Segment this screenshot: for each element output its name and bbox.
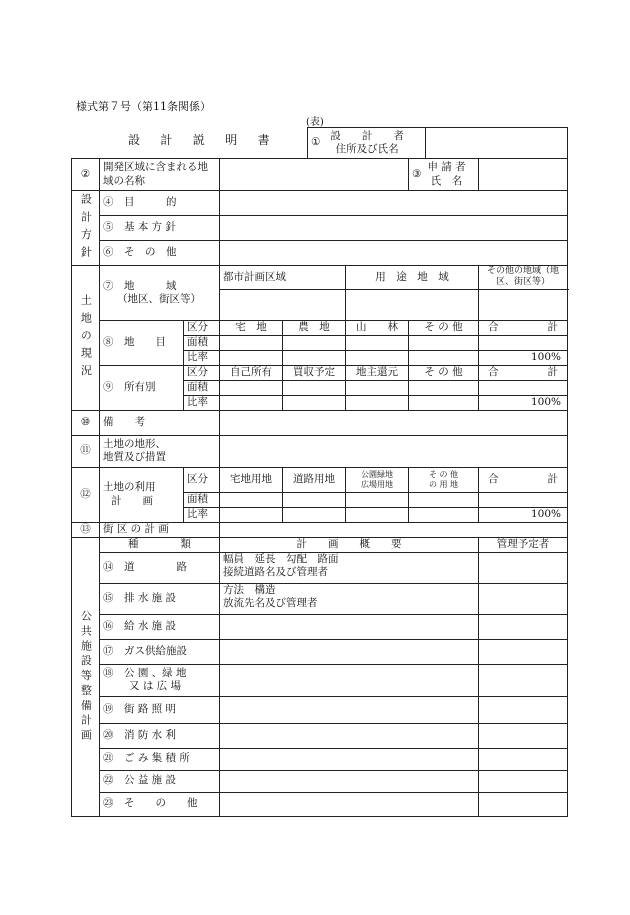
ownership-ratio-return[interactable] [346, 395, 409, 410]
block-plan-label: 街 区 の 計 画 [100, 522, 220, 537]
applicant-line1: 申 請 者 [427, 161, 466, 174]
purpose-value[interactable] [220, 191, 568, 216]
chimoku-area-takuchi[interactable] [220, 335, 283, 350]
ownership-row-ratio: 比率 [184, 395, 220, 410]
land-use-col-road: 道路用地 [283, 467, 346, 492]
chimoku-ratio-total: 100% [479, 350, 568, 365]
facility-drainage-manager[interactable] [479, 583, 568, 614]
terrain-label: 土地の地形、 地質及び措置 [100, 435, 220, 467]
facility-street-light: ⑲ 街 路 照 明 [100, 696, 220, 723]
facility-other-overview[interactable] [220, 792, 479, 816]
applicant-value[interactable] [479, 159, 568, 191]
facilities-header-kind: 種 類 [100, 537, 220, 552]
ownership-area-other[interactable] [409, 380, 479, 395]
remarks-value[interactable] [220, 410, 568, 435]
applicant-num: ③ [412, 167, 422, 180]
ownership-col-purchase: 買収予定 [283, 365, 346, 380]
land-use-area-other[interactable] [409, 492, 479, 507]
land-status-side: 土地の現況 [72, 266, 100, 411]
land-use-ratio-residential[interactable] [220, 507, 283, 522]
facility-water-supply-manager[interactable] [479, 614, 568, 639]
designer-value[interactable] [426, 128, 568, 159]
chimoku-col-nouchi: 農 地 [283, 320, 346, 335]
ownership-row-kubun: 区分 [184, 365, 220, 380]
applicant-label [409, 159, 479, 191]
zone-city-planning-value[interactable] [220, 289, 346, 320]
dev-area-label: 開発区域に含まれる地域の名称 [100, 159, 220, 191]
land-use-ratio-park[interactable] [346, 507, 409, 522]
policy-other-label: ⑥ そ の 他 [100, 241, 220, 266]
facilities-header-manager: 管理予定者 [479, 537, 568, 552]
facility-gas-manager[interactable] [479, 639, 568, 664]
block-plan-value[interactable] [220, 522, 568, 537]
ownership-area-total[interactable] [479, 380, 568, 395]
purpose-label: ④ 目 的 [100, 191, 220, 216]
chimoku-label: ⑧ 地 目 [100, 320, 184, 365]
facility-gas-overview[interactable] [220, 639, 479, 664]
land-use-ratio-road[interactable] [283, 507, 346, 522]
zone-other: その他の地域（地区、街区等） [479, 266, 568, 290]
chimoku-area-other[interactable] [409, 335, 479, 350]
ownership-ratio-self[interactable] [220, 395, 283, 410]
ownership-area-purchase[interactable] [283, 380, 346, 395]
applicant-line2: 氏 名 [430, 174, 463, 187]
basic-policy-label: ⑤ 基 本 方 針 [100, 216, 220, 241]
facility-garbage-overview[interactable] [220, 748, 479, 770]
block-plan-num: ⑬ [72, 522, 100, 537]
ownership-row-area: 面積 [184, 380, 220, 395]
land-use-area-road[interactable] [283, 492, 346, 507]
designer-num: ① [311, 136, 321, 149]
chimoku-row-kubun: 区分 [184, 320, 220, 335]
chimoku-area-total[interactable] [479, 335, 568, 350]
ownership-area-return[interactable] [346, 380, 409, 395]
chimoku-area-nouchi[interactable] [283, 335, 346, 350]
terrain-value[interactable] [220, 435, 568, 467]
land-use-col-residential: 宅地用地 [220, 467, 283, 492]
facility-other: ㉓ そ の 他 [100, 792, 220, 816]
facility-park: ⑱ 公 園 、緑 地 又 は 広 場 [100, 664, 220, 696]
ownership-col-total: 合 計 [479, 365, 568, 380]
land-use-col-other: そ の 他 の 用 地 [409, 467, 479, 492]
chimoku-col-sanrin: 山 林 [346, 320, 409, 335]
land-use-area-total[interactable] [479, 492, 568, 507]
chimoku-ratio-nouchi[interactable] [283, 350, 346, 365]
ownership-ratio-total: 100% [479, 395, 568, 410]
facilities-header-overview: 計 画 概 要 [220, 537, 479, 552]
ownership-col-return: 地主還元 [346, 365, 409, 380]
land-use-ratio-total: 100% [479, 507, 568, 522]
facility-drainage: ⑮ 排 水 施 設 [100, 583, 220, 614]
remarks-label: 備 考 [100, 410, 220, 435]
facility-water-supply-overview[interactable] [220, 614, 479, 639]
form-number: 様式第７号（第11条関係） [76, 100, 211, 113]
chimoku-ratio-sanrin[interactable] [346, 350, 409, 365]
land-use-num: ⑫ [72, 467, 100, 522]
facility-road-overview[interactable]: 幅員 延長 勾配 路面 接続道路名及び管理者 [220, 552, 479, 583]
remarks-num: ⑩ [72, 410, 100, 435]
designer-line1: 設 計 者 [330, 129, 404, 142]
facility-road: ⑭ 道 路 [100, 552, 220, 583]
zone-city-planning: 都市計画区域 [220, 266, 346, 290]
facility-street-light-manager[interactable] [479, 696, 568, 723]
policy-other-value[interactable] [220, 241, 568, 266]
design-policy-side: 設計方針 [72, 191, 100, 266]
facility-public-utility-overview[interactable] [220, 770, 479, 792]
document-title: 設 計 説 明 書 [128, 133, 274, 147]
facility-garbage: ㉑ ご み 集 積 所 [100, 748, 220, 770]
land-use-col-park: 公園緑地 広場用地 [346, 467, 409, 492]
land-use-row-area: 面積 [184, 492, 220, 507]
zone-use-district-value[interactable] [346, 289, 479, 320]
chimoku-col-takuchi: 宅 地 [220, 320, 283, 335]
facility-public-utility-manager[interactable] [479, 770, 568, 792]
terrain-num: ⑪ [72, 435, 100, 467]
land-use-col-total: 合 計 [479, 467, 568, 492]
ownership-ratio-purchase[interactable] [283, 395, 346, 410]
facility-drainage-overview[interactable]: 方法 構造 放流先名及び管理者 [220, 583, 479, 614]
design-form-table [71, 158, 568, 817]
chimoku-col-other: そ の 他 [409, 320, 479, 335]
facility-street-light-overview[interactable] [220, 696, 479, 723]
facility-garbage-manager[interactable] [479, 748, 568, 770]
ownership-col-self: 自己所有 [220, 365, 283, 380]
facility-fire-water-manager[interactable] [479, 723, 568, 748]
zone-other-value[interactable] [479, 289, 568, 320]
facility-fire-water-overview[interactable] [220, 723, 479, 748]
designer-label [308, 128, 426, 159]
facility-park-manager[interactable] [479, 664, 568, 696]
designer-line2: 住所及び氏名 [335, 143, 399, 155]
ownership-col-other: そ の 他 [409, 365, 479, 380]
chimoku-ratio-other[interactable] [409, 350, 479, 365]
basic-policy-value[interactable] [220, 216, 568, 241]
designer-box [307, 127, 568, 159]
zone-label: ⑦ 地 域 （地区、街区等） [100, 266, 220, 321]
dev-area-num: ② [72, 159, 100, 191]
dev-area-value[interactable] [220, 159, 409, 191]
zone-use-district: 用 途 地 域 [346, 266, 479, 290]
land-use-row-ratio: 比率 [184, 507, 220, 522]
facility-fire-water: ⑳ 消 防 水 利 [100, 723, 220, 748]
land-use-area-residential[interactable] [220, 492, 283, 507]
ownership-area-self[interactable] [220, 380, 283, 395]
facility-park-overview[interactable] [220, 664, 479, 696]
chimoku-area-sanrin[interactable] [346, 335, 409, 350]
land-use-area-park[interactable] [346, 492, 409, 507]
land-use-row-kubun: 区分 [184, 467, 220, 492]
ownership-label: ⑨ 所有別 [100, 365, 184, 410]
facility-road-manager[interactable] [479, 552, 568, 583]
facility-water-supply: ⑯ 給 水 施 設 [100, 614, 220, 639]
ownership-ratio-other[interactable] [409, 395, 479, 410]
facility-public-utility: ㉒ 公 益 施 設 [100, 770, 220, 792]
chimoku-row-area: 面積 [184, 335, 220, 350]
chimoku-row-ratio: 比率 [184, 350, 220, 365]
land-use-ratio-other[interactable] [409, 507, 479, 522]
facility-other-manager[interactable] [479, 792, 568, 816]
chimoku-ratio-takuchi[interactable] [220, 350, 283, 365]
side-label: (表) [306, 117, 324, 128]
facilities-side: 公共施設等整備計画 [72, 537, 100, 816]
land-use-label: 土地の利用 計 画 [100, 467, 184, 522]
chimoku-col-total: 合 計 [479, 320, 568, 335]
facility-gas: ⑰ ガス供給施設 [100, 639, 220, 664]
